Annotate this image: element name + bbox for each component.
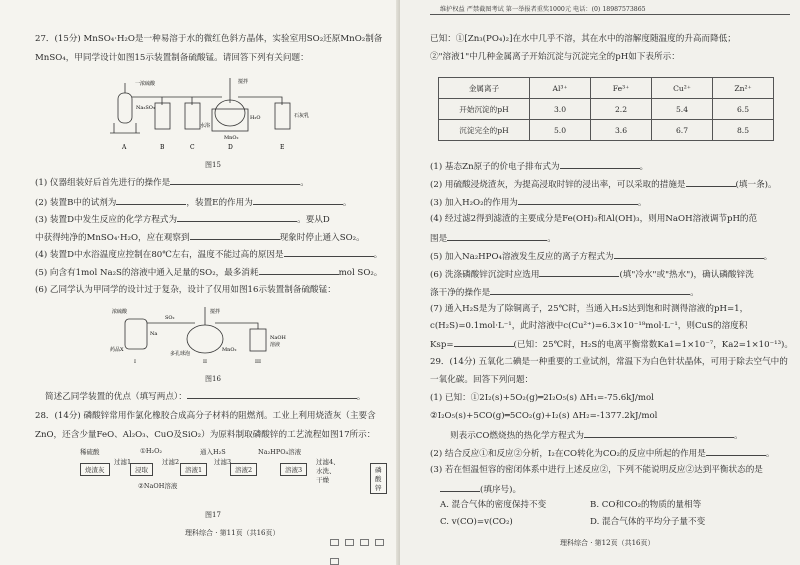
answer-blank[interactable]: [539, 268, 619, 277]
table-cell: 5.4: [652, 99, 713, 120]
q27-s1: (1) 仪器组装好后首先进行的操作是 。: [35, 178, 309, 188]
flow-box-2: 溶液1: [180, 463, 207, 476]
flask-i: [125, 319, 147, 349]
answer-blank[interactable]: [454, 338, 514, 347]
answer-blank[interactable]: [518, 196, 638, 205]
table-cell: 3.6: [591, 120, 652, 141]
label-b: B: [160, 144, 165, 151]
label-c: C: [190, 144, 195, 151]
q27-s2: (2) 装置B中的试剂为 ，装置E的作用为 。: [35, 198, 352, 208]
label-reagent: 药品X: [110, 347, 124, 353]
flow-box-4: 溶液3: [280, 463, 307, 476]
label-so2: SO₂: [165, 315, 175, 321]
flow-mid-3: 过滤4、水洗、干燥: [316, 458, 340, 484]
answer-blank[interactable]: [440, 483, 480, 492]
r6c: 涤干净的操作是 。: [430, 288, 699, 298]
bottle-iii: [250, 329, 266, 351]
footer-boxes-left: [330, 531, 400, 565]
q28-line1: 28．(14分) 磷酸锌常用作氯化橡胶合成高分子材料的阻燃剂。工业上利用烧渣灰（主要含: [35, 411, 376, 421]
label-stone: 石灰乳: [294, 113, 310, 119]
answer-blank[interactable]: [170, 176, 300, 185]
table-cell: 2.2: [591, 99, 652, 120]
table-row: [439, 99, 774, 120]
label-stir16: 搅拌: [210, 309, 221, 315]
label-funnel: 一浓硫酸: [135, 81, 156, 87]
flow-mid-2: 过滤3: [214, 458, 232, 466]
label-h2o: H₂O: [250, 115, 261, 121]
left-footer: 理科综合 · 第11页（共16页）: [185, 529, 280, 537]
option-b: B. CO和CO₂的物质的量相等: [590, 500, 702, 510]
q27-line1: 27．(15分) MnSO₄·H₂O是一种易溶于水的微红色斜方晶体，实验室用SO₂还原MnO₂制备: [35, 34, 383, 44]
flow-box-0: 烧渣灰: [80, 463, 110, 476]
figure-16: [110, 305, 300, 367]
label-e: E: [280, 144, 285, 151]
fig15-caption: 图15: [205, 161, 221, 169]
r5: (5) 加入Na₂HPO₄溶液发生反应的离子方程式为 。: [430, 252, 773, 262]
label-bubble: 多孔球泡: [170, 351, 191, 357]
bottle-b: [155, 103, 170, 129]
table-header-cell: 金属离子: [439, 78, 530, 99]
figure-15: [100, 73, 320, 158]
label-mno2: MnO₂: [224, 135, 239, 141]
flow-top-0: 稀硫酸: [80, 448, 100, 456]
right-footer: 理科综合 · 第12页（共16页）: [560, 539, 655, 547]
r4b: 围是 。: [430, 234, 556, 244]
r3: (3) 加入H₂O₂的作用为 。: [430, 198, 647, 208]
q27-s6: (6) 乙同学认为甲同学的设计过于复杂，设计了仅用如图16示装置制备硫酸锰：: [35, 285, 336, 295]
table-cell: 6.7: [652, 120, 713, 141]
label-naoh2: 溶液: [270, 342, 281, 348]
r4a: (4) 经过滤2得到滤渣的主要成分是Fe(OH)₃和Al(OH)₃，则用NaOH溶液调节pH的范: [430, 214, 758, 224]
fig16-caption: 图16: [205, 375, 221, 383]
flow-box-5: 磷酸锌: [370, 463, 387, 494]
label-na2so3: Na₂SO₃: [136, 105, 155, 111]
r7a: (7) 通入H₂S是为了除铜离子，25℃时，当通入H₂S达到饱和时测得溶液的pH=1，: [430, 304, 749, 314]
flow-box-3: 溶液2: [230, 463, 257, 476]
answer-blank[interactable]: [706, 447, 766, 456]
flask-a: [118, 93, 132, 123]
answer-blank[interactable]: [614, 250, 764, 259]
answer-blank[interactable]: [447, 232, 547, 241]
table-header-cell: Al³⁺: [530, 78, 591, 99]
answer-blank[interactable]: [584, 429, 734, 438]
label-naoh: NaOH: [270, 335, 286, 341]
flow-top-3: Na₂HPO₄溶液: [258, 448, 302, 456]
option-a: A. 混合气体的密度保持不变: [440, 500, 547, 510]
table-cell: 6.5: [713, 99, 774, 120]
eq-3: 则表示CO燃烧热的热化学方程式为 。: [450, 431, 743, 441]
option-c: C. v(CO)=v(CO₂): [440, 517, 513, 527]
eq-2: ②I₂O₅(s)+5CO(g)═5CO₂(g)+I₂(s) ΔH₂=-1377.2kJ/mol: [430, 411, 658, 421]
label-h2so4: 浓硫酸: [112, 309, 128, 315]
flow-mid-1: 过滤2: [162, 458, 180, 466]
table-cell: 沉淀完全的pH: [439, 120, 530, 141]
fig17-caption: 图17: [205, 511, 221, 519]
table-row: [439, 120, 774, 141]
label-na: Na: [150, 331, 158, 337]
answer-blank[interactable]: [490, 286, 690, 295]
answer-blank[interactable]: [259, 266, 339, 275]
table-row: [439, 78, 774, 99]
eq-1: (1) 已知：①2I₂(s)+5O₂(g)═2I₂O₅(s) ΔH₁=-75.6kJ/mol: [430, 393, 654, 403]
flask-d: [215, 100, 245, 126]
q27-s3: (3) 装置D中发生反应的化学方程式为 。要从D: [35, 215, 330, 225]
header-notice: 维护权益 严禁截图考试 第一举报者重奖1000元 电话：(0) 18987573865: [440, 6, 646, 13]
label-i: I: [134, 359, 136, 365]
e4: (2) 结合反应①和反应②分析，I₂在CO转化为CO₂的反应中所起的作用是 。: [430, 449, 775, 459]
table-header-cell: Cu²⁺: [652, 78, 713, 99]
q27-s6-answer: 简述乙同学装置的优点（填写两点）： 。: [45, 392, 366, 402]
label-mno2-16: MnO₂: [222, 347, 237, 353]
q27-s3-cont: 中获得纯净的MnSO₄·H₂O，应在观察到 现象时停止通入SO₂。: [35, 233, 365, 243]
label-ii: II: [203, 359, 207, 365]
q27-line2: MnSO₄，甲同学设计如图15示装置制备硫酸锰。请回答下列有关问题：: [35, 53, 309, 63]
table-cell: 8.5: [713, 120, 774, 141]
flask-ii: [187, 325, 223, 353]
label-water: 水浴: [200, 123, 211, 129]
e5b: (填序号)。: [440, 483, 521, 496]
answer-blank[interactable]: [253, 196, 343, 205]
q28-line2: ZnO，还含少量FeO、Al₂O₃、CuO及SiO₂）为原料制取磷酸锌的工艺流程如图17所示：: [35, 430, 376, 440]
table-header-cell: Fe³⁺: [591, 78, 652, 99]
answer-blank[interactable]: [177, 213, 297, 222]
r1: (1) 基态Zn原子的价电子排布式为 。: [430, 162, 649, 172]
flow-top-1: ①H₂O₂: [140, 447, 163, 455]
label-a: A: [122, 144, 127, 151]
header-divider: [430, 14, 790, 15]
e5a: (3) 若在恒温恒容的密闭体系中进行上述反应②，下列不能说明反应②达到平衡状态的是: [430, 465, 763, 475]
answer-blank[interactable]: [686, 178, 736, 187]
q29-line1: 29．(14分) 五氧化二碘是一种重要的工业试剂，常温下为白色针状晶体，可用于除去空气中的: [430, 357, 788, 367]
r7b: c(H₂S)=0.1mol·L⁻¹，此时溶液中c(Cu²⁺)=6.3×10⁻¹⁸mol·L⁻¹，则CuS的溶度积: [430, 321, 748, 331]
label-stir: 搅拌: [238, 79, 249, 85]
bottle-c: [185, 103, 200, 129]
flow-chart-17: [80, 447, 382, 507]
r2: (2) 用硫酸浸烧渣灰，为提高浸取时锌的浸出率，可以采取的措施是 (填一条)。: [430, 180, 777, 190]
known-2: ②"溶液1"中几种金属离子开始沉淀与沉淀完全的pH如下表所示：: [430, 52, 680, 62]
option-d: D. 混合气体的平均分子量不变: [590, 517, 706, 527]
flow-bottom: ②NaOH溶液: [138, 482, 178, 490]
answer-blank[interactable]: [560, 160, 640, 169]
answer-blank[interactable]: [187, 390, 357, 399]
label-iii: III: [255, 359, 261, 365]
ph-table: [438, 77, 774, 141]
label-d: D: [228, 144, 233, 151]
known-1: 已知：①[Zn₃(PO₄)₂]在水中几乎不溶，其在水中的溶解度随温度的升高而降低；: [430, 34, 736, 44]
r7c: Ksp= (已知：25℃时，H₂S的电离平衡常数Ka1=1×10⁻⁷，Ka2=1×10⁻¹³)。: [430, 340, 793, 350]
flow-box-1: 浸取: [130, 463, 153, 476]
table-header-cell: Zn²⁺: [713, 78, 774, 99]
bottle-e: [275, 103, 290, 129]
answer-blank[interactable]: [116, 196, 186, 205]
flow-top-2: 通入H₂S: [200, 448, 226, 456]
flow-mid-0: 过滤1: [114, 458, 132, 466]
q27-s4: (4) 装置D中水浴温度应控制在80℃左右，温度不能过高的原因是 。: [35, 250, 383, 260]
q27-s5: (5) 向含有1mol Na₂S的溶液中通入足量的SO₂，最多消耗 mol SO₂。: [35, 268, 383, 278]
table-cell: 开始沉淀的pH: [439, 99, 530, 120]
answer-blank[interactable]: [284, 248, 374, 257]
table-cell: 5.0: [530, 120, 591, 141]
table-cell: 3.0: [530, 99, 591, 120]
r6: (6) 洗涤磷酸锌沉淀时应选用 (填"冷水"或"热水")，确认磷酸锌洗: [430, 270, 754, 280]
q29-line2: 一氧化碳。回答下列问题：: [430, 375, 534, 385]
answer-blank[interactable]: [190, 231, 280, 240]
